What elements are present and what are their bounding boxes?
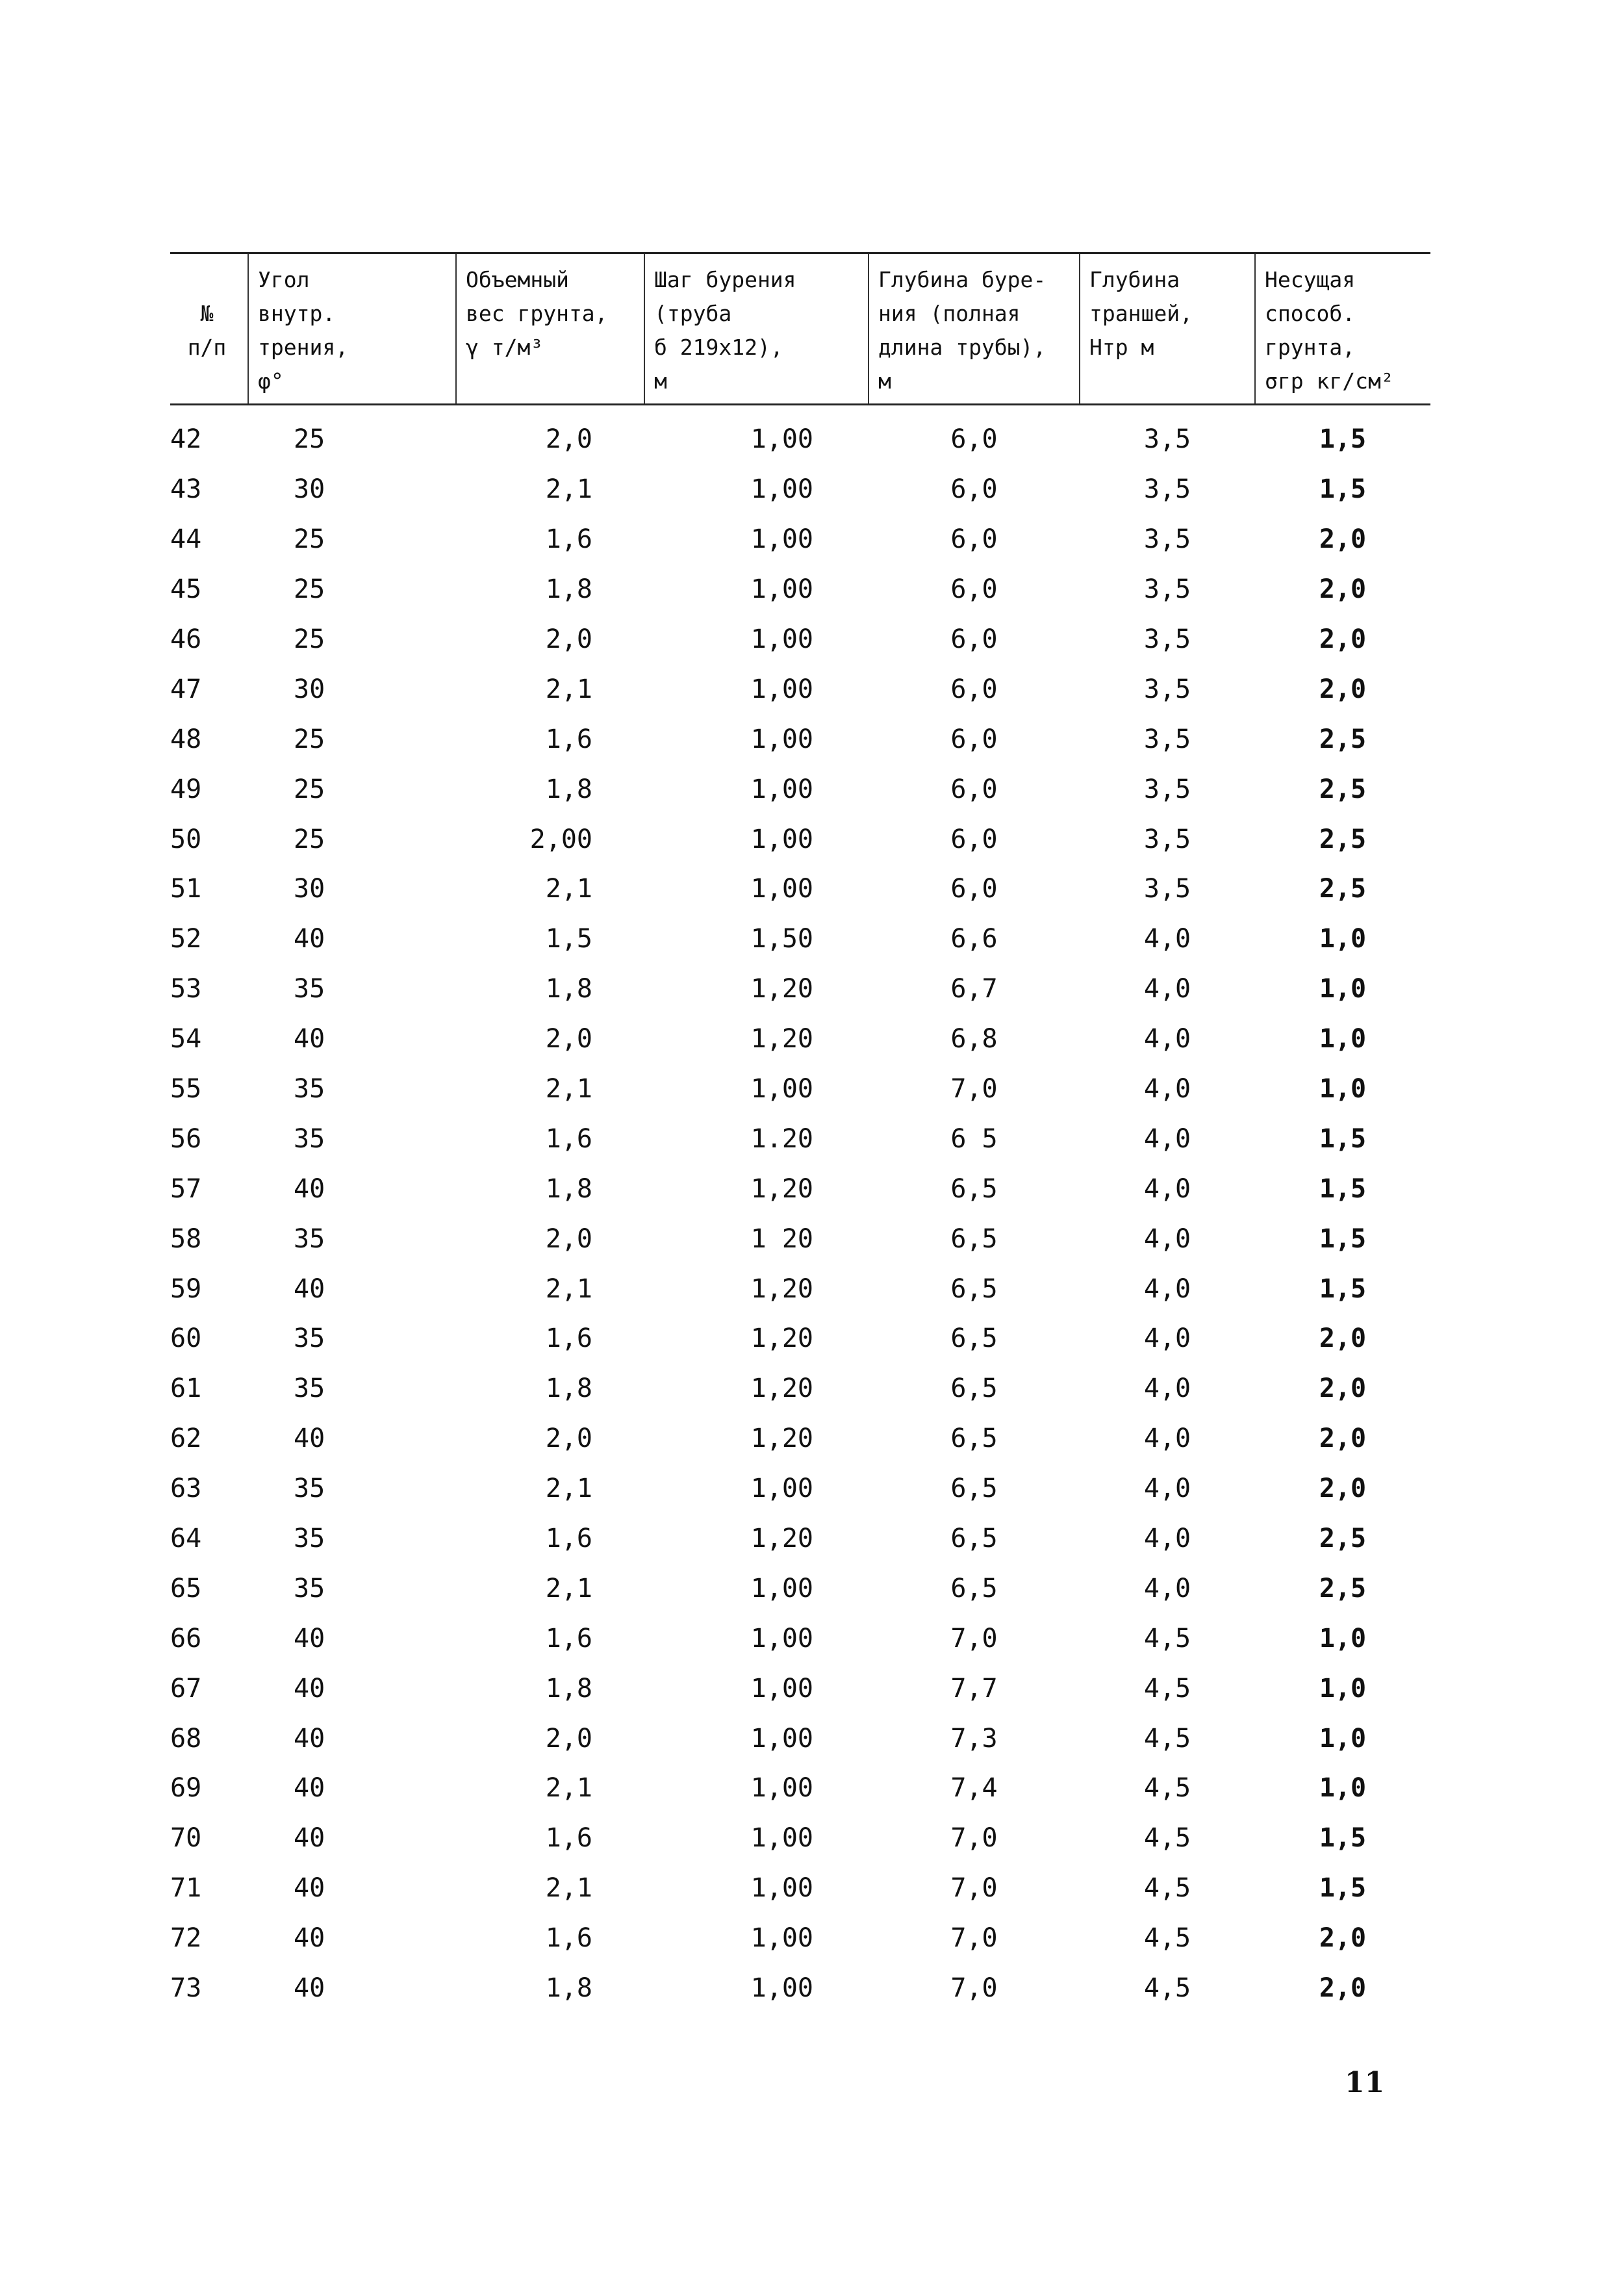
trench-depth-cell: 4,5 <box>1143 1873 1191 1904</box>
bearing-capacity-cell: 1,5 <box>1319 1223 1367 1254</box>
table-row <box>170 1913 1430 1963</box>
drilling-step-cell: 1,20 <box>750 1524 813 1554</box>
table-row <box>170 1364 1430 1414</box>
drilling-step-cell: 1,00 <box>750 1474 813 1504</box>
drilling-depth-cell: 6,8 <box>950 1024 998 1054</box>
table-row <box>170 1264 1430 1314</box>
bearing-capacity-cell: 1,0 <box>1319 1723 1367 1754</box>
drilling-step-cell: 1,00 <box>750 724 813 754</box>
trench-depth-cell: 3,5 <box>1143 874 1191 904</box>
friction-angle-cell: 25 <box>294 574 325 605</box>
soil-density-cell: 2,0 <box>545 1424 592 1454</box>
bearing-capacity-cell: 2,5 <box>1319 874 1367 904</box>
drilling-step-cell: 1,20 <box>750 1024 813 1054</box>
table-row <box>170 1464 1430 1514</box>
row-number-cell: 55 <box>170 1074 202 1105</box>
row-number-cell: 65 <box>170 1573 202 1603</box>
row-number-cell: 50 <box>170 824 202 854</box>
table-row <box>170 515 1430 565</box>
drilling-depth-cell: 7,3 <box>950 1723 998 1754</box>
table-row <box>170 1014 1430 1064</box>
trench-depth-cell: 4,5 <box>1143 1723 1191 1754</box>
table-row <box>170 714 1430 764</box>
drilling-depth-cell: 6,5 <box>950 1424 998 1454</box>
trench-depth-cell: 4,0 <box>1143 974 1191 1004</box>
soil-density-cell: 2,0 <box>545 1723 592 1754</box>
row-number-cell: 56 <box>170 1123 202 1154</box>
trench-depth-cell: 4,0 <box>1143 1123 1191 1154</box>
soil-density-cell: 2,1 <box>545 874 592 904</box>
friction-angle-cell: 25 <box>294 424 325 455</box>
soil-density-cell: 1,6 <box>545 1923 592 1954</box>
soil-density-cell: 2,0 <box>545 624 592 654</box>
trench-depth-cell: 3,5 <box>1143 624 1191 654</box>
data-table <box>170 252 1430 2013</box>
row-number-cell: 70 <box>170 1823 202 1854</box>
drilling-depth-cell: 6,5 <box>950 1524 998 1554</box>
table-row <box>170 1763 1430 1813</box>
soil-density-cell: 2,00 <box>529 824 592 854</box>
friction-angle-cell: 35 <box>294 1524 325 1554</box>
bearing-capacity-cell: 2,5 <box>1319 1573 1367 1603</box>
row-number-cell: 69 <box>170 1773 202 1804</box>
drilling-step-cell: 1,00 <box>750 1923 813 1954</box>
trench-depth-cell: 4,5 <box>1143 1923 1191 1954</box>
drilling-depth-cell: 7,4 <box>950 1773 998 1804</box>
friction-angle-cell: 25 <box>294 624 325 654</box>
soil-density-cell: 1,8 <box>545 774 592 804</box>
row-number-cell: 72 <box>170 1923 202 1954</box>
row-number-cell: 48 <box>170 724 202 754</box>
row-number-cell: 71 <box>170 1873 202 1904</box>
bearing-capacity-cell: 1,0 <box>1319 1773 1367 1804</box>
trench-depth-cell: 3,5 <box>1143 824 1191 854</box>
trench-depth-cell: 4,0 <box>1143 1573 1191 1603</box>
bearing-capacity-cell: 1,5 <box>1319 1123 1367 1154</box>
drilling-depth-cell: 6,0 <box>950 424 998 455</box>
bearing-capacity-cell: 1,0 <box>1319 1024 1367 1054</box>
drilling-depth-cell: 6,0 <box>950 574 998 605</box>
table-row <box>170 1613 1430 1663</box>
friction-angle-cell: 40 <box>294 1723 325 1754</box>
friction-angle-cell: 25 <box>294 824 325 854</box>
drilling-depth-cell: 7,0 <box>950 1873 998 1904</box>
soil-density-cell: 2,0 <box>545 424 592 455</box>
row-number-cell: 66 <box>170 1623 202 1654</box>
drilling-step-cell: 1,00 <box>750 474 813 505</box>
friction-angle-cell: 40 <box>294 1273 325 1304</box>
drilling-depth-cell: 6,5 <box>950 1223 998 1254</box>
bearing-capacity-cell: 2,0 <box>1319 1474 1367 1504</box>
trench-depth-cell: 4,5 <box>1143 1973 1191 2004</box>
row-number-cell: 47 <box>170 674 202 704</box>
bearing-capacity-cell: 2,5 <box>1319 824 1367 854</box>
drilling-depth-cell: 6,5 <box>950 1273 998 1304</box>
row-number-cell: 44 <box>170 524 202 555</box>
drilling-depth-cell: 6,0 <box>950 874 998 904</box>
header-drilling-depth: Глубина буре- ния (полная длина трубы), м <box>869 253 1080 405</box>
bearing-capacity-cell: 1,0 <box>1319 924 1367 954</box>
drilling-step-cell: 1,00 <box>750 1873 813 1904</box>
trench-depth-cell: 4,0 <box>1143 1373 1191 1404</box>
bearing-capacity-cell: 1,0 <box>1319 1673 1367 1704</box>
trench-depth-cell: 4,0 <box>1143 1273 1191 1304</box>
header-drilling-step: Шаг бурения (труба б 219x12), м <box>644 253 869 405</box>
row-number-cell: 54 <box>170 1024 202 1054</box>
soil-density-cell: 1,8 <box>545 574 592 605</box>
drilling-depth-cell: 7,7 <box>950 1673 998 1704</box>
drilling-step-cell: 1,00 <box>750 424 813 455</box>
table-row <box>170 405 1430 465</box>
table-row <box>170 1514 1430 1564</box>
drilling-step-cell: 1,00 <box>750 1723 813 1754</box>
friction-angle-cell: 40 <box>294 1173 325 1204</box>
drilling-step-cell: 1,20 <box>750 1323 813 1354</box>
trench-depth-cell: 3,5 <box>1143 474 1191 505</box>
soil-density-cell: 1,6 <box>545 1524 592 1554</box>
drilling-step-cell: 1,50 <box>750 924 813 954</box>
drilling-depth-cell: 6,0 <box>950 674 998 704</box>
drilling-step-cell: 1,00 <box>750 1773 813 1804</box>
header-row-number: № п/п <box>187 301 227 360</box>
soil-density-cell: 2,1 <box>545 1773 592 1804</box>
table-body <box>170 405 1430 2013</box>
trench-depth-cell: 4,0 <box>1143 1074 1191 1105</box>
friction-angle-cell: 30 <box>294 874 325 904</box>
soil-density-cell: 1,8 <box>545 1373 592 1404</box>
trench-depth-cell: 4,0 <box>1143 1323 1191 1354</box>
table-row <box>170 1314 1430 1364</box>
table-row <box>170 664 1430 714</box>
table-row <box>170 1813 1430 1863</box>
table-row <box>170 1414 1430 1464</box>
table-row <box>170 1164 1430 1214</box>
friction-angle-cell: 40 <box>294 1424 325 1454</box>
drilling-depth-cell: 6,7 <box>950 974 998 1004</box>
drilling-step-cell: 1,00 <box>750 1573 813 1603</box>
drilling-depth-cell: 7,0 <box>950 1823 998 1854</box>
table-row <box>170 764 1430 814</box>
drilling-depth-cell: 6,0 <box>950 624 998 654</box>
table-row <box>170 1663 1430 1713</box>
header-bearing-capacity: Несущая способ. грунта, σгр кг/см² <box>1255 253 1430 405</box>
row-number-cell: 42 <box>170 424 202 455</box>
soil-density-cell: 1,5 <box>545 924 592 954</box>
soil-density-cell: 1,6 <box>545 1123 592 1154</box>
trench-depth-cell: 4,0 <box>1143 1173 1191 1204</box>
row-number-cell: 49 <box>170 774 202 804</box>
soil-density-cell: 2,1 <box>545 1273 592 1304</box>
soil-density-cell: 1,6 <box>545 1623 592 1654</box>
bearing-capacity-cell: 2,0 <box>1319 1323 1367 1354</box>
friction-angle-cell: 30 <box>294 474 325 505</box>
bearing-capacity-cell: 1,5 <box>1319 1873 1367 1904</box>
friction-angle-cell: 35 <box>294 1074 325 1105</box>
soil-density-cell: 1,6 <box>545 1823 592 1854</box>
drilling-depth-cell: 6,5 <box>950 1173 998 1204</box>
trench-depth-cell: 4,0 <box>1143 1524 1191 1554</box>
friction-angle-cell: 35 <box>294 1323 325 1354</box>
drilling-step-cell: 1,20 <box>750 1173 813 1204</box>
trench-depth-cell: 4,0 <box>1143 1474 1191 1504</box>
row-number-cell: 64 <box>170 1524 202 1554</box>
row-number-cell: 59 <box>170 1273 202 1304</box>
soil-density-cell: 2,1 <box>545 1474 592 1504</box>
friction-angle-cell: 25 <box>294 524 325 555</box>
row-number-cell: 46 <box>170 624 202 654</box>
table-header-row <box>170 253 1430 405</box>
friction-angle-cell: 35 <box>294 1223 325 1254</box>
row-number-cell: 61 <box>170 1373 202 1404</box>
friction-angle-cell: 35 <box>294 1123 325 1154</box>
bearing-capacity-cell: 2,0 <box>1319 1424 1367 1454</box>
drilling-step-cell: 1 20 <box>750 1223 813 1254</box>
table-row <box>170 1214 1430 1264</box>
table-row <box>170 1863 1430 1913</box>
friction-angle-cell: 35 <box>294 1373 325 1404</box>
row-number-cell: 53 <box>170 974 202 1004</box>
drilling-step-cell: 1.20 <box>750 1123 813 1154</box>
soil-density-cell: 2,1 <box>545 474 592 505</box>
bearing-capacity-cell: 2,0 <box>1319 524 1367 555</box>
row-number-cell: 45 <box>170 574 202 605</box>
trench-depth-cell: 3,5 <box>1143 774 1191 804</box>
friction-angle-cell: 40 <box>294 1923 325 1954</box>
drilling-step-cell: 1,00 <box>750 824 813 854</box>
soil-density-cell: 2,0 <box>545 1223 592 1254</box>
friction-angle-cell: 25 <box>294 774 325 804</box>
bearing-capacity-cell: 1,0 <box>1319 974 1367 1004</box>
drilling-step-cell: 1,20 <box>750 974 813 1004</box>
bearing-capacity-cell: 2,0 <box>1319 574 1367 605</box>
friction-angle-cell: 40 <box>294 1024 325 1054</box>
table-row <box>170 964 1430 1014</box>
drilling-step-cell: 1,00 <box>750 774 813 804</box>
trench-depth-cell: 4,0 <box>1143 924 1191 954</box>
soil-density-cell: 2,1 <box>545 1873 592 1904</box>
row-number-cell: 62 <box>170 1424 202 1454</box>
bearing-capacity-cell: 1,5 <box>1319 474 1367 505</box>
friction-angle-cell: 35 <box>294 1474 325 1504</box>
trench-depth-cell: 3,5 <box>1143 674 1191 704</box>
trench-depth-cell: 4,5 <box>1143 1623 1191 1654</box>
drilling-step-cell: 1,00 <box>750 624 813 654</box>
row-number-cell: 51 <box>170 874 202 904</box>
header-friction-angle: Угол внутр. трения, φ° <box>248 253 456 405</box>
trench-depth-cell: 4,0 <box>1143 1223 1191 1254</box>
friction-angle-cell: 30 <box>294 674 325 704</box>
drilling-depth-cell: 6,5 <box>950 1474 998 1504</box>
bearing-capacity-cell: 2,5 <box>1319 774 1367 804</box>
row-number-cell: 67 <box>170 1673 202 1704</box>
table-row <box>170 864 1430 914</box>
trench-depth-cell: 4,0 <box>1143 1024 1191 1054</box>
bearing-capacity-cell: 2,0 <box>1319 1973 1367 2004</box>
friction-angle-cell: 40 <box>294 924 325 954</box>
drilling-depth-cell: 7,0 <box>950 1074 998 1105</box>
drilling-step-cell: 1,00 <box>750 1673 813 1704</box>
bearing-capacity-cell: 2,0 <box>1319 624 1367 654</box>
drilling-step-cell: 1,00 <box>750 524 813 555</box>
trench-depth-cell: 4,5 <box>1143 1673 1191 1704</box>
drilling-step-cell: 1,00 <box>750 1074 813 1105</box>
drilling-depth-cell: 6,5 <box>950 1323 998 1354</box>
drilling-depth-cell: 7,0 <box>950 1923 998 1954</box>
drilling-step-cell: 1,20 <box>750 1273 813 1304</box>
table-row <box>170 914 1430 964</box>
table-row <box>170 1713 1430 1763</box>
drilling-depth-cell: 6,0 <box>950 524 998 555</box>
soil-density-cell: 2,0 <box>545 1024 592 1054</box>
trench-depth-cell: 3,5 <box>1143 424 1191 455</box>
page-number: 11 <box>1345 2066 1385 2099</box>
drilling-depth-cell: 6,0 <box>950 774 998 804</box>
bearing-capacity-cell: 2,0 <box>1319 1923 1367 1954</box>
trench-depth-cell: 4,0 <box>1143 1424 1191 1454</box>
drilling-step-cell: 1,00 <box>750 874 813 904</box>
drilling-step-cell: 1,00 <box>750 674 813 704</box>
friction-angle-cell: 40 <box>294 1973 325 2004</box>
trench-depth-cell: 3,5 <box>1143 524 1191 555</box>
bearing-capacity-cell: 1,5 <box>1319 1823 1367 1854</box>
friction-angle-cell: 40 <box>294 1773 325 1804</box>
friction-angle-cell: 25 <box>294 724 325 754</box>
header-soil-density: Объемный вес грунта, γ т/м³ <box>456 253 644 405</box>
friction-angle-cell: 40 <box>294 1673 325 1704</box>
table-row <box>170 1563 1430 1613</box>
bearing-capacity-cell: 2,0 <box>1319 1373 1367 1404</box>
trench-depth-cell: 4,5 <box>1143 1823 1191 1854</box>
friction-angle-cell: 40 <box>294 1823 325 1854</box>
drilling-depth-cell: 6,5 <box>950 1373 998 1404</box>
bearing-capacity-cell: 1,5 <box>1319 1273 1367 1304</box>
drilling-step-cell: 1,20 <box>750 1424 813 1454</box>
soil-density-cell: 1,8 <box>545 974 592 1004</box>
trench-depth-cell: 3,5 <box>1143 574 1191 605</box>
drilling-step-cell: 1,00 <box>750 1623 813 1654</box>
drilling-depth-cell: 7,0 <box>950 1623 998 1654</box>
soil-density-cell: 2,1 <box>545 674 592 704</box>
drilling-depth-cell: 6,0 <box>950 724 998 754</box>
row-number-cell: 60 <box>170 1323 202 1354</box>
soil-density-cell: 2,1 <box>545 1074 592 1105</box>
row-number-cell: 73 <box>170 1973 202 2004</box>
soil-density-cell: 1,8 <box>545 1673 592 1704</box>
table-row <box>170 465 1430 515</box>
drilling-step-cell: 1,00 <box>750 1823 813 1854</box>
drilling-depth-cell: 6,6 <box>950 924 998 954</box>
row-number-cell: 68 <box>170 1723 202 1754</box>
bearing-capacity-cell: 2,5 <box>1319 1524 1367 1554</box>
drilling-depth-cell: 6,5 <box>950 1573 998 1603</box>
bearing-capacity-cell: 1,5 <box>1319 1173 1367 1204</box>
row-number-cell: 57 <box>170 1173 202 1204</box>
bearing-capacity-cell: 1,0 <box>1319 1623 1367 1654</box>
table-row <box>170 814 1430 864</box>
drilling-depth-cell: 6,0 <box>950 824 998 854</box>
soil-density-cell: 1,6 <box>545 524 592 555</box>
row-number-cell: 58 <box>170 1223 202 1254</box>
friction-angle-cell: 40 <box>294 1623 325 1654</box>
soil-density-cell: 1,6 <box>545 1323 592 1354</box>
friction-angle-cell: 35 <box>294 1573 325 1603</box>
trench-depth-cell: 4,5 <box>1143 1773 1191 1804</box>
drilling-depth-cell: 6 5 <box>950 1123 998 1154</box>
table-row <box>170 1064 1430 1114</box>
drilling-step-cell: 1,20 <box>750 1373 813 1404</box>
table-row <box>170 1114 1430 1164</box>
bearing-capacity-cell: 1,0 <box>1319 1074 1367 1105</box>
soil-density-cell: 1,8 <box>545 1173 592 1204</box>
drilling-step-cell: 1,00 <box>750 1973 813 2004</box>
table-row <box>170 615 1430 665</box>
table-row <box>170 565 1430 615</box>
row-number-cell: 63 <box>170 1474 202 1504</box>
drilling-depth-cell: 6,0 <box>950 474 998 505</box>
friction-angle-cell: 35 <box>294 974 325 1004</box>
friction-angle-cell: 40 <box>294 1873 325 1904</box>
drilling-depth-cell: 7,0 <box>950 1973 998 2004</box>
header-trench-depth: Глубина траншей, Нтр м <box>1080 253 1255 405</box>
row-number-cell: 52 <box>170 924 202 954</box>
trench-depth-cell: 3,5 <box>1143 724 1191 754</box>
soil-density-cell: 2,1 <box>545 1573 592 1603</box>
bearing-capacity-cell: 2,5 <box>1319 724 1367 754</box>
soil-density-cell: 1,6 <box>545 724 592 754</box>
soil-density-cell: 1,8 <box>545 1973 592 2004</box>
row-number-cell: 43 <box>170 474 202 505</box>
table-row <box>170 1963 1430 2013</box>
drilling-step-cell: 1,00 <box>750 574 813 605</box>
bearing-capacity-cell: 2,0 <box>1319 674 1367 704</box>
bearing-capacity-cell: 1,5 <box>1319 424 1367 455</box>
